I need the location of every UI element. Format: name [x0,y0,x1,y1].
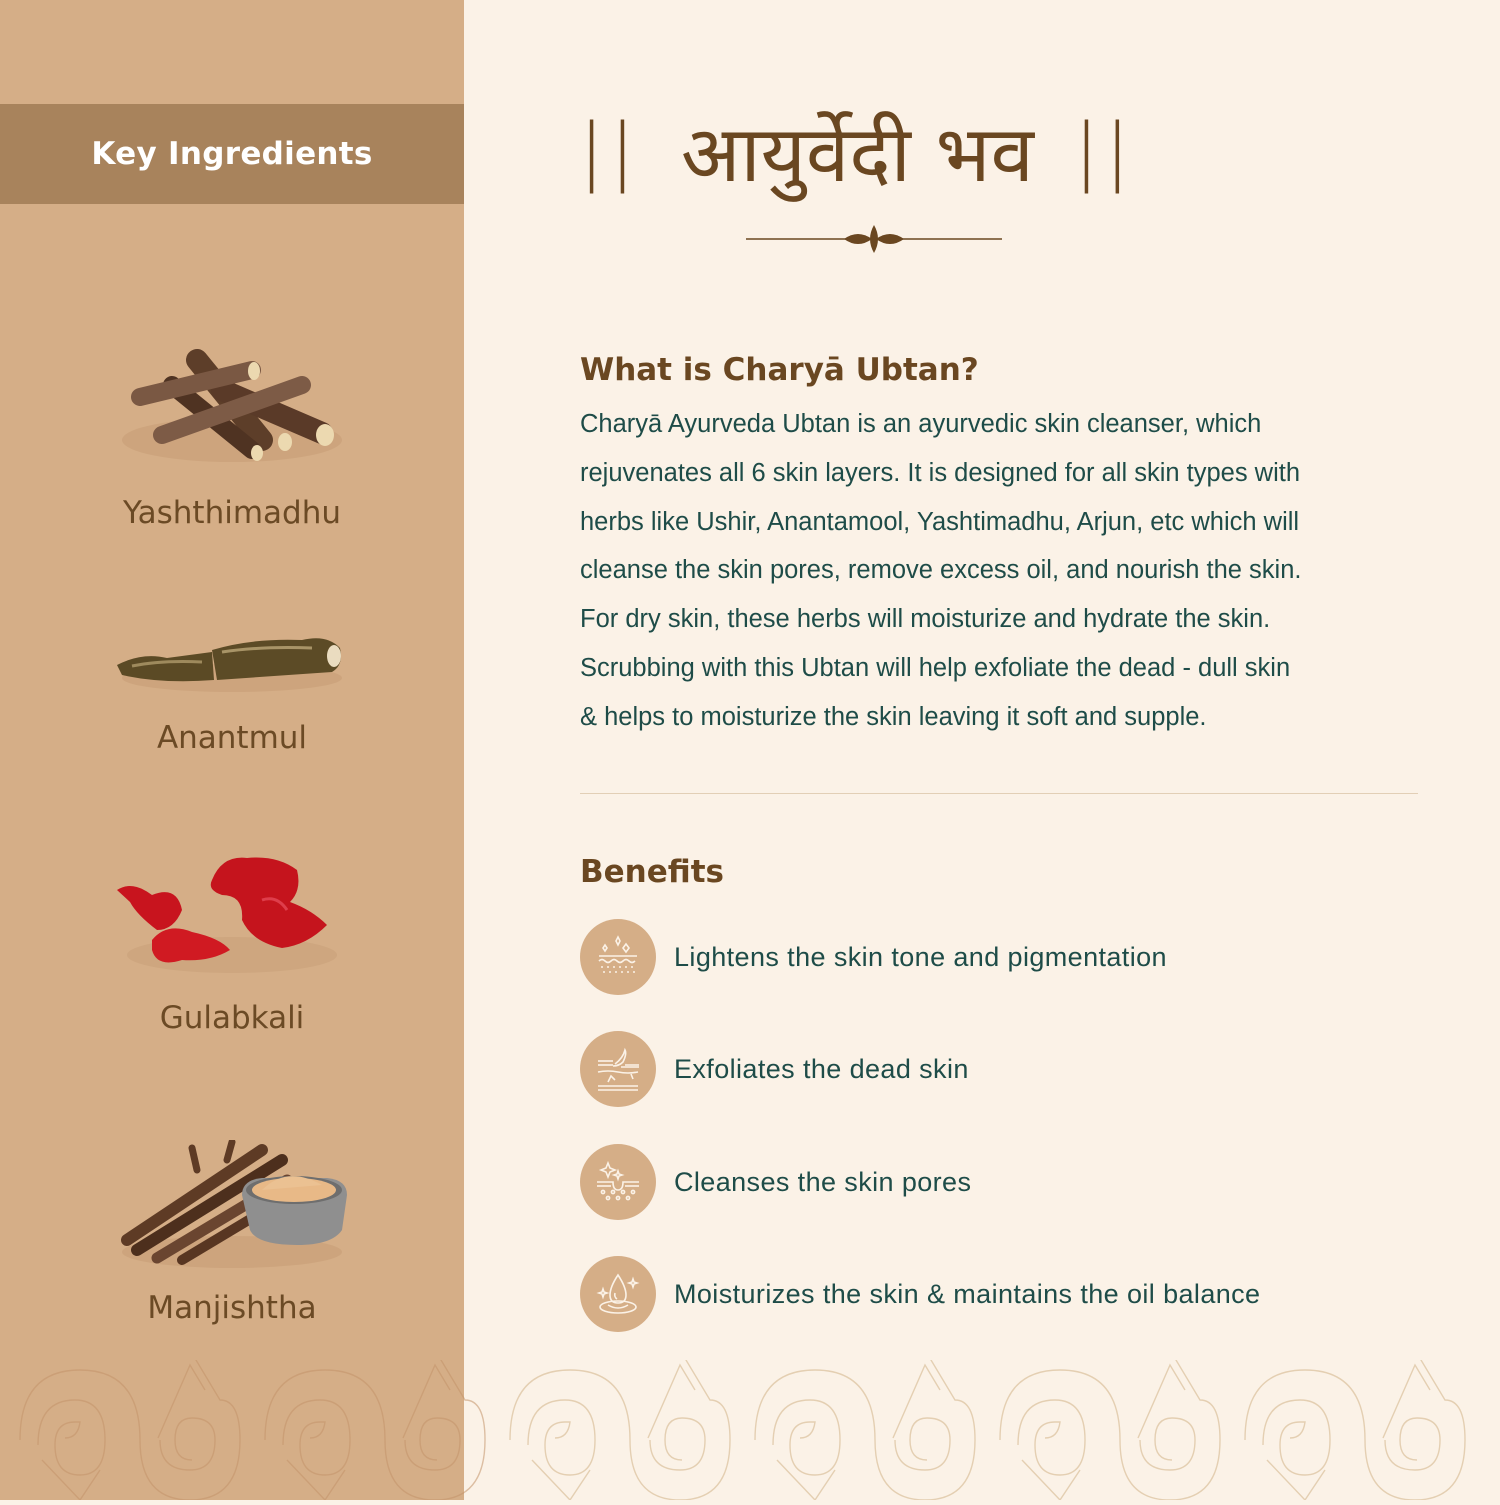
sidebar-header [0,104,464,204]
sidebar-header-title: Key Ingredients [91,136,373,172]
section-divider [580,793,1418,794]
benefit-item [580,1144,971,1220]
ingredient-name: Gulabkali [159,1000,305,1036]
description-line: rejuvenates all 6 skin layers. It is designed for all skin types with [580,458,1301,487]
licorice-sticks-icon [112,345,352,495]
ingredient-name: Manjishtha [147,1290,317,1326]
benefit-item [580,919,1167,995]
ingredient-name: Yashthimadhu [122,495,342,531]
manjishtha-sticks-powder-icon [112,1140,352,1290]
title-devanagari: आयुर्वेदी भव [680,110,1034,200]
ingredient-anantmul [0,620,464,756]
decorative-swirl-border [0,1360,1500,1500]
description-line: Scrubbing with this Ubtan will help exfoliate the dead - dull skin [580,653,1291,682]
skin-glow-icon [580,919,656,995]
rose-petals-icon [112,850,352,1000]
pore-cleanse-icon [580,1144,656,1220]
ornament-divider-icon [746,222,1002,261]
water-drop-icon [580,1256,656,1332]
ingredient-yashthimadhu [0,345,464,531]
about-description [580,400,1450,742]
page-title [579,96,1179,206]
description-line: & helps to moisturize the skin leaving it soft and supple. [580,702,1207,731]
title-right-marks: || [1073,108,1136,194]
ingredient-gulabkali [0,850,464,1036]
ingredient-name: Anantmul [156,720,308,756]
benefit-label: Cleanses the skin pores [674,1166,972,1197]
benefit-label: Exfoliates the dead skin [674,1053,969,1084]
about-heading: What is Charyā Ubtan? [580,352,979,388]
ingredients-sidebar [0,0,464,1500]
benefit-item [580,1031,969,1107]
benefit-label: Moisturizes the skin & maintains the oil balance [674,1278,1261,1309]
benefit-label: Lightens the skin tone and pigmentation [674,941,1167,972]
anantmul-root-icon [112,620,352,720]
main-content [464,0,1500,1500]
description-line: herbs like Ushir, Anantamool, Yashtimadhu, Arjun, etc which will [580,507,1300,536]
ingredient-manjishtha [0,1140,464,1326]
description-line: For dry skin, these herbs will moisturize and hydrate the skin. [580,605,1271,634]
title-left-marks: || [579,108,641,194]
description-line: cleanse the skin pores, remove excess oil, and nourish the skin. [580,556,1302,585]
description-line: Charyā Ayurveda Ubtan is an ayurvedic skin cleanser, which [580,410,1262,438]
exfoliate-skin-icon [580,1031,656,1107]
benefits-heading: Benefits [580,854,724,890]
benefit-item [580,1256,1260,1332]
